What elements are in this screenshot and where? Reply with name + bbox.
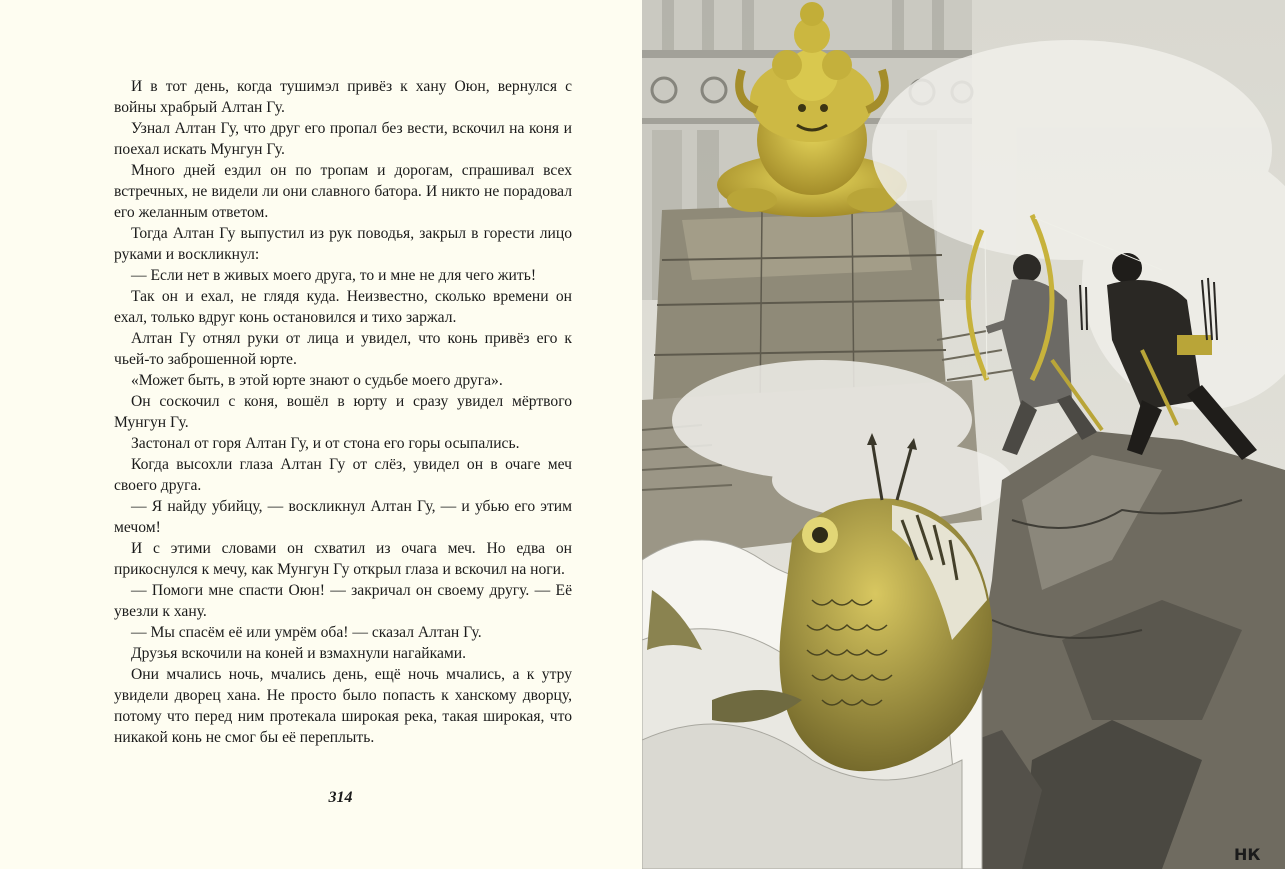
paragraph: И с этими словами он схватил из очага меч. Но едва он прикоснулся к мечу, как Мунгун Гу открыл глаза и вскочил на ноги. bbox=[114, 540, 572, 578]
paragraph: Друзья вскочили на коней и взмахнули нагайками. bbox=[131, 645, 467, 662]
artist-signature: НК bbox=[1234, 845, 1261, 864]
illustration-art bbox=[642, 0, 1285, 869]
page-number: 314 bbox=[328, 789, 353, 806]
paragraph: Узнал Алтан Гу, что друг его пропал без вести, вскочил на коня и поехал искать Мунгун Гу. bbox=[114, 120, 572, 158]
paragraph: Застонал от горя Алтан Гу, и от стона его горы осыпались. bbox=[131, 435, 520, 452]
paragraph: Он соскочил с коня, вошёл в юрту и сразу увидел мёртвого Мунгун Гу. bbox=[114, 393, 572, 431]
paragraph: — Мы спасём её или умрём оба! — сказал Алтан Гу. bbox=[131, 624, 482, 641]
paragraph: — Помоги мне спасти Оюн! — закричал он своему другу. — Её увезли к хану. bbox=[114, 582, 572, 620]
paragraph: Много дней ездил он по тропам и дорогам, спрашивал всех встречных, не видели ли они славного батора. И никто не порадовал его желанным ответом. bbox=[114, 162, 572, 221]
paragraph: Тогда Алтан Гу выпустил из рук поводья, закрыл в горести лицо руками и воскликнул: bbox=[114, 225, 572, 263]
paragraph: Они мчались ночь, мчались день, ещё ночь мчались, а к утру увидели дворец хана. Не просто было попасть к ханскому дворцу, потому что перед ним протекала широкая река, такая широкая, что никакой конь не смог бы её переплыть. bbox=[114, 666, 572, 746]
paragraph: «Может быть, в этой юрте знают о судьбе моего друга». bbox=[131, 372, 503, 389]
paragraph: Когда высохли глаза Алтан Гу от слёз, увидел он в очаге меч своего друга. bbox=[114, 456, 572, 494]
story-text bbox=[114, 76, 572, 748]
text-page bbox=[0, 0, 642, 869]
paragraph: — Если нет в живых моего друга, то и мне не для чего жить! bbox=[131, 267, 537, 284]
paragraph: Так он и ехал, не глядя куда. Неизвестно, сколько времени он ехал, только вдруг конь остановился и тихо заржал. bbox=[114, 288, 572, 326]
paragraph: — Я найду убийцу, — воскликнул Алтан Гу, — и убью его этим мечом! bbox=[114, 498, 572, 536]
paragraph: Алтан Гу отнял руки от лица и увидел, что конь привёз его к чьей-то заброшенной юрте. bbox=[114, 330, 572, 368]
illustration bbox=[642, 0, 1285, 869]
paragraph: И в тот день, когда тушимэл привёз к хану Оюн, вернулся с войны храбрый Алтан Гу. bbox=[114, 78, 572, 116]
